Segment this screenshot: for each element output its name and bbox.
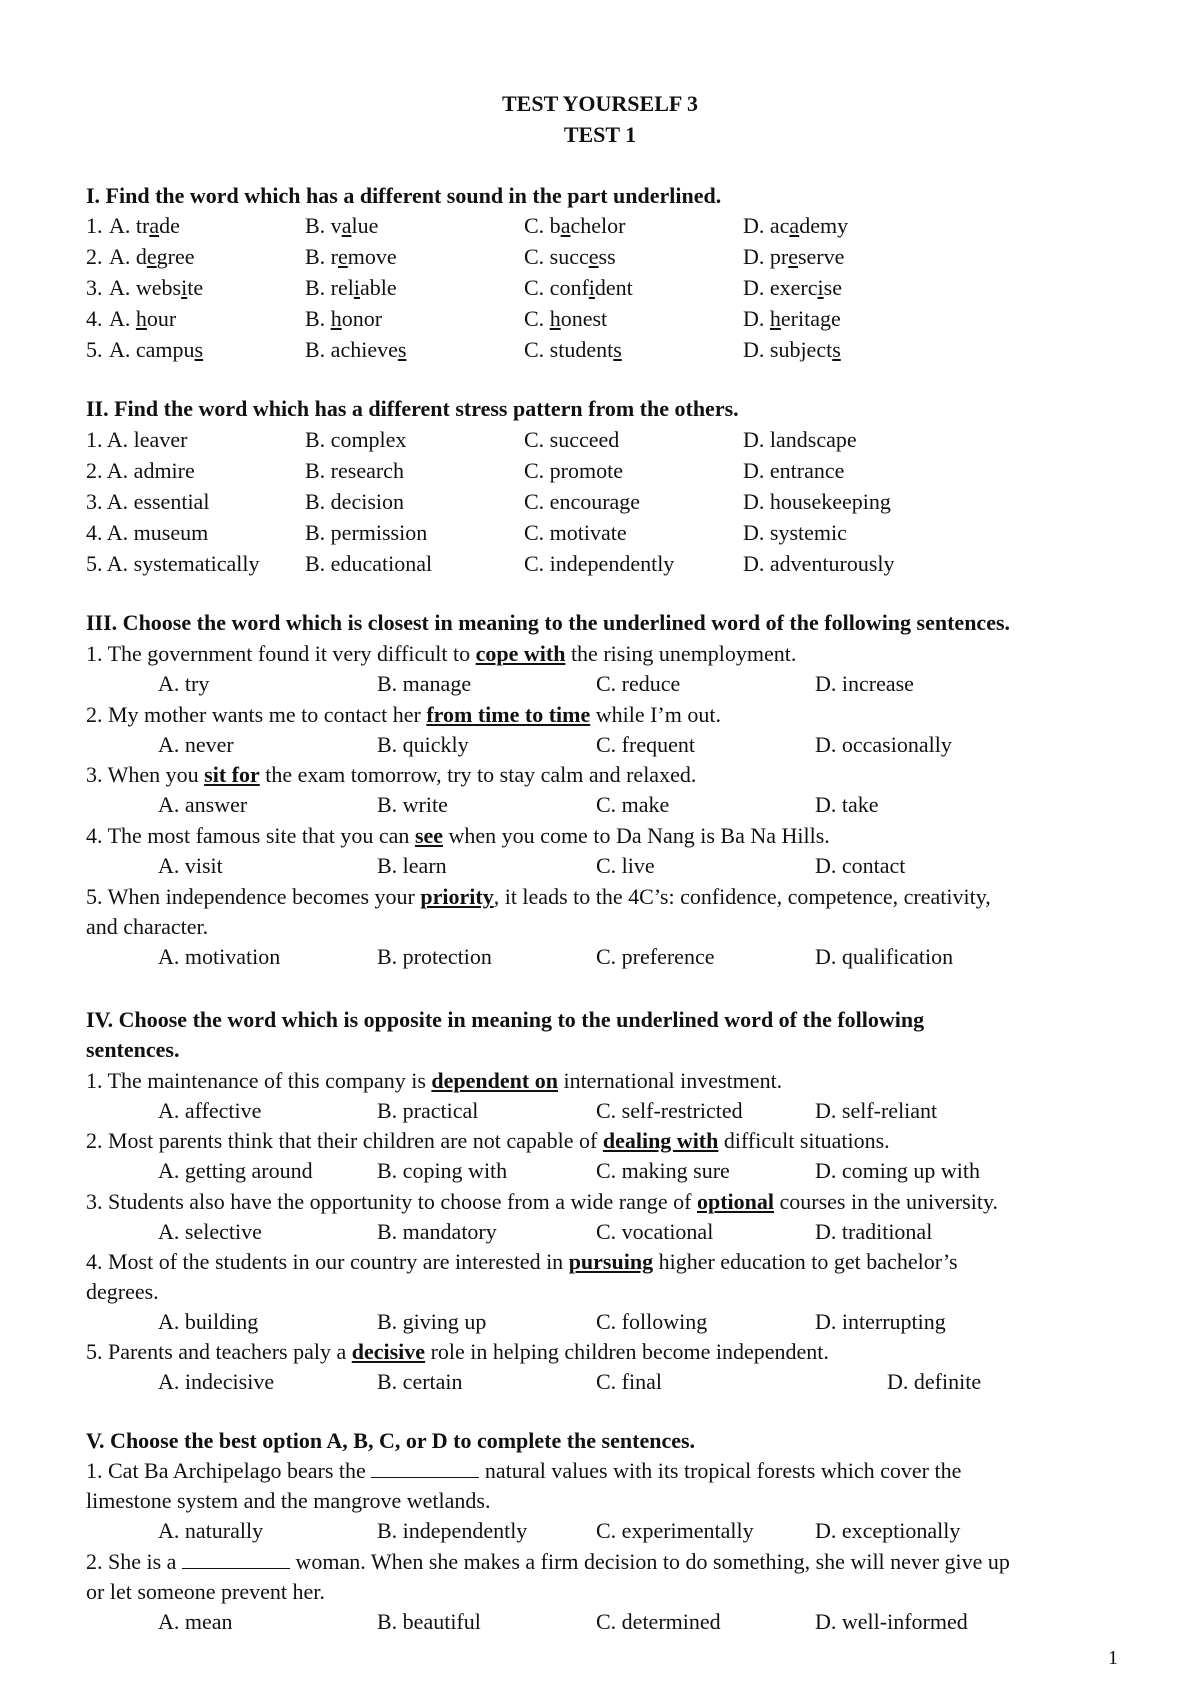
option-b: B. educational <box>305 551 433 576</box>
question-stem-cont: and character. <box>86 914 209 939</box>
underlined-letter: s <box>832 337 841 362</box>
underlined-keyword: decisive <box>351 1339 426 1364</box>
option-a: A. campus <box>109 337 204 362</box>
answer-option: A. affective <box>158 1098 262 1123</box>
answer-option: B. learn <box>377 853 447 878</box>
underlined-letter: h <box>769 306 781 331</box>
answer-option: C. making sure <box>596 1158 730 1183</box>
answer-blank <box>371 1459 479 1478</box>
option-b: B. complex <box>305 427 407 452</box>
option-b: B. value <box>305 213 379 238</box>
underlined-letter: i <box>817 275 824 300</box>
answer-option: A. never <box>158 732 234 757</box>
option-d: D. subjects <box>743 337 841 362</box>
underlined-letter: a <box>341 213 352 238</box>
option-c: C. confident <box>524 275 633 300</box>
option-a: A. hour <box>109 306 177 331</box>
section-3-heading: III. Choose the word which is closest in meaning to the underlined word of the following sentences. <box>86 610 1011 635</box>
underlined-letter: a <box>789 213 800 238</box>
answer-option: D. increase <box>815 671 914 696</box>
option-d: D. preserve <box>743 244 845 269</box>
question-stem: 5. Parents and teachers paly a decisive role in helping children become independent. <box>86 1339 829 1364</box>
underlined-letter: h <box>135 306 147 331</box>
question-stem: 1. The government found it very difficult to cope with the rising unemployment. <box>86 641 797 666</box>
question-number: 1. <box>86 213 103 238</box>
answer-option: D. occasionally <box>815 732 952 757</box>
answer-option: A. building <box>158 1309 259 1334</box>
question-stem: 3. When you sit for the exam tomorrow, try to stay calm and relaxed. <box>86 762 697 787</box>
underlined-keyword: optional <box>696 1189 775 1214</box>
option-a: A. trade <box>109 213 180 238</box>
question-stem-cont: or let someone prevent her. <box>86 1579 325 1604</box>
underlined-letter: a <box>149 213 160 238</box>
answer-option: C. self-restricted <box>596 1098 743 1123</box>
question-stem: 2. My mother wants me to contact her from time to time while I’m out. <box>86 702 721 727</box>
answer-option: D. contact <box>815 853 906 878</box>
underlined-letter: e <box>588 244 599 269</box>
underlined-letter: h <box>330 306 342 331</box>
answer-option: B. protection <box>377 944 492 969</box>
underlined-letter: e <box>788 244 798 269</box>
document-title: TEST YOURSELF 3 <box>501 91 699 116</box>
answer-option: B. giving up <box>377 1309 487 1334</box>
option-c: C. succeed <box>524 427 620 452</box>
answer-option: C. preference <box>596 944 715 969</box>
underlined-letter: a <box>560 213 571 238</box>
option-c: C. bachelor <box>524 213 626 238</box>
option-b: B. reliable <box>305 275 397 300</box>
question-stem: 3. Students also have the opportunity to choose from a wide range of optional courses in the university. <box>86 1189 999 1214</box>
answer-option: A. motivation <box>158 944 281 969</box>
option-a: 4. A. museum <box>86 520 209 545</box>
underlined-keyword: sit for <box>204 762 260 787</box>
answer-option: C. experimentally <box>596 1518 754 1543</box>
answer-option: B. quickly <box>377 732 469 757</box>
option-b: B. research <box>305 458 404 483</box>
underlined-keyword: dependent on <box>431 1068 558 1093</box>
answer-option: C. final <box>596 1369 662 1394</box>
question-stem: 2. Most parents think that their children are not capable of dealing with difficult situations. <box>86 1128 890 1153</box>
underlined-letter: e <box>338 244 348 269</box>
option-c: C. honest <box>524 306 608 331</box>
option-b: B. achieves <box>305 337 407 362</box>
underlined-letter: h <box>549 306 561 331</box>
underlined-keyword: cope with <box>475 641 566 666</box>
answer-option: B. manage <box>377 671 472 696</box>
section-4-heading-cont: sentences. <box>86 1037 180 1062</box>
answer-option: A. indecisive <box>158 1369 275 1394</box>
section-5-heading: V. Choose the best option A, B, C, or D to complete the sentences. <box>86 1428 696 1453</box>
answer-option: A. getting around <box>158 1158 313 1183</box>
underlined-letter: s <box>613 337 622 362</box>
question-number: 4. <box>86 306 103 331</box>
question-stem: 4. The most famous site that you can see when you come to Da Nang is Ba Na Hills. <box>86 823 830 848</box>
option-a: A. website <box>109 275 204 300</box>
answer-option: A. answer <box>158 792 248 817</box>
option-a: A. degree <box>109 244 195 269</box>
underlined-letter: s <box>194 337 204 362</box>
option-b: B. decision <box>305 489 404 514</box>
option-d: D. housekeeping <box>743 489 891 514</box>
answer-option: D. well-informed <box>815 1609 968 1634</box>
option-c: C. independently <box>524 551 675 576</box>
underlined-letter: s <box>397 337 407 362</box>
answer-option: C. following <box>596 1309 708 1334</box>
answer-option: B. independently <box>377 1518 528 1543</box>
question-stem: 4. Most of the students in our country are interested in pursuing higher education to get bachelor’s <box>86 1249 958 1274</box>
section-4-heading: IV. Choose the word which is opposite in meaning to the underlined word of the following <box>86 1007 925 1032</box>
page-number: 1 <box>1108 1647 1118 1669</box>
answer-option: D. take <box>815 792 879 817</box>
question-stem: 1. The maintenance of this company is dependent on international investment. <box>86 1068 783 1093</box>
underlined-keyword: priority <box>420 884 494 909</box>
option-a: 5. A. systematically <box>86 551 260 576</box>
option-a: 3. A. essential <box>86 489 210 514</box>
answer-option: C. live <box>596 853 655 878</box>
answer-option: A. visit <box>158 853 223 878</box>
question-stem: 1. Cat Ba Archipelago bears the natural values with its tropical forests which cover the <box>86 1458 962 1483</box>
answer-option: D. exceptionally <box>815 1518 961 1543</box>
option-c: C. students <box>524 337 622 362</box>
option-d: D. academy <box>743 213 849 238</box>
answer-option: C. reduce <box>596 671 681 696</box>
underlined-letter: i <box>353 275 361 300</box>
answer-option: D. qualification <box>815 944 954 969</box>
question-number: 5. <box>86 337 103 362</box>
answer-option: A. try <box>158 671 210 696</box>
option-c: C. success <box>524 244 616 269</box>
option-d: D. entrance <box>743 458 845 483</box>
option-d: D. exercise <box>743 275 842 300</box>
option-d: D. adventurously <box>743 551 895 576</box>
answer-option: A. mean <box>158 1609 233 1634</box>
answer-option: D. definite <box>887 1369 982 1394</box>
option-c: C. encourage <box>524 489 641 514</box>
answer-option: B. beautiful <box>377 1609 481 1634</box>
answer-option: C. vocational <box>596 1219 714 1244</box>
option-a: 2. A. admire <box>86 458 195 483</box>
option-b: B. remove <box>305 244 397 269</box>
underlined-letter: e <box>146 244 157 269</box>
question-stem: 5. When independence becomes your priority, it leads to the 4C’s: confidence, competence, creativity, <box>86 884 991 909</box>
question-stem-cont: degrees. <box>86 1279 159 1304</box>
document-subtitle: TEST 1 <box>563 122 637 147</box>
answer-option: B. write <box>377 792 448 817</box>
question-stem-cont: limestone system and the mangrove wetlands. <box>86 1488 491 1513</box>
option-d: D. heritage <box>743 306 841 331</box>
answer-blank <box>182 1550 290 1569</box>
section-1-heading: I. Find the word which has a different sound in the part underlined. <box>86 183 722 208</box>
underlined-letter: i <box>588 275 595 300</box>
answer-option: D. interrupting <box>815 1309 946 1334</box>
question-number: 2. <box>86 244 103 269</box>
answer-option: D. coming up with <box>815 1158 980 1183</box>
underlined-keyword: see <box>414 823 444 848</box>
underlined-letter: i <box>181 275 188 300</box>
option-c: C. motivate <box>524 520 627 545</box>
option-b: B. honor <box>305 306 383 331</box>
answer-option: D. traditional <box>815 1219 933 1244</box>
answer-option: B. mandatory <box>377 1219 497 1244</box>
answer-option: C. frequent <box>596 732 695 757</box>
answer-option: D. self-reliant <box>815 1098 938 1123</box>
underlined-keyword: dealing with <box>602 1128 719 1153</box>
answer-option: B. certain <box>377 1369 463 1394</box>
option-d: D. systemic <box>743 520 847 545</box>
answer-option: A. naturally <box>158 1518 264 1543</box>
option-d: D. landscape <box>743 427 857 452</box>
answer-option: B. practical <box>377 1098 479 1123</box>
underlined-keyword: pursuing <box>568 1249 654 1274</box>
answer-option: A. selective <box>158 1219 262 1244</box>
answer-option: B. coping with <box>377 1158 508 1183</box>
option-a: 1. A. leaver <box>86 427 188 452</box>
section-2-heading: II. Find the word which has a different stress pattern from the others. <box>86 396 739 421</box>
question-stem: 2. She is a woman. When she makes a firm decision to do something, she will never give up <box>86 1549 1010 1574</box>
option-b: B. permission <box>305 520 428 545</box>
answer-option: C. determined <box>596 1609 721 1634</box>
underlined-keyword: from time to time <box>426 702 591 727</box>
answer-option: C. make <box>596 792 670 817</box>
option-c: C. promote <box>524 458 623 483</box>
question-number: 3. <box>86 275 103 300</box>
